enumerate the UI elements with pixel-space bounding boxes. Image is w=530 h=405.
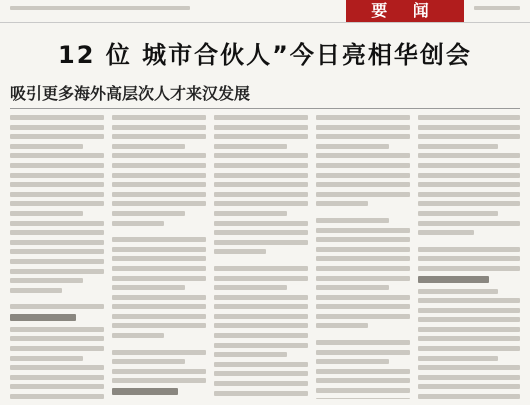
text-line-placeholder: [316, 350, 410, 355]
text-line-placeholder: [316, 237, 410, 242]
section-tag: 要 闻: [346, 0, 464, 22]
text-line-placeholder: [418, 115, 520, 120]
text-line-placeholder: [214, 323, 308, 328]
text-line-placeholder: [10, 240, 104, 245]
paragraph-gap: [316, 333, 410, 340]
text-line-placeholder: [214, 144, 287, 149]
text-line-placeholder: [418, 182, 520, 187]
text-line-placeholder: [316, 153, 410, 158]
text-line-placeholder: [316, 323, 368, 328]
page-number-line: [474, 6, 520, 10]
text-line-placeholder: [10, 201, 104, 206]
headline-divider: [10, 108, 520, 109]
text-line-placeholder: [316, 201, 368, 206]
text-line-placeholder: [214, 295, 308, 300]
text-line-placeholder: [316, 163, 410, 168]
issue-info-placeholder: [10, 6, 190, 13]
text-line-placeholder: [112, 266, 206, 271]
text-line-placeholder: [214, 391, 308, 396]
text-line-placeholder: [10, 134, 104, 139]
text-line-placeholder: [10, 375, 104, 380]
text-line-placeholder: [316, 285, 389, 290]
text-line-placeholder: [214, 276, 308, 281]
text-line-placeholder: [112, 247, 206, 252]
text-line-placeholder: [10, 259, 104, 264]
text-line-placeholder: [112, 276, 206, 281]
text-line-placeholder: [10, 394, 104, 399]
text-line-placeholder: [112, 115, 206, 120]
text-line-placeholder: [112, 173, 206, 178]
text-line-placeholder: [214, 153, 308, 158]
text-line-placeholder: [418, 375, 520, 380]
text-line-placeholder: [10, 230, 104, 235]
text-line-placeholder: [10, 365, 104, 370]
text-line-placeholder: [214, 333, 308, 338]
text-line-placeholder: [418, 384, 520, 389]
text-line-placeholder: [112, 192, 206, 197]
text-line-placeholder: [418, 125, 520, 130]
text-line-placeholder: [112, 144, 185, 149]
text-line-placeholder: [418, 134, 520, 139]
text-line-placeholder: [316, 388, 410, 393]
text-line-placeholder: [10, 115, 104, 120]
text-column-1: [10, 115, 104, 399]
text-line-placeholder: [316, 359, 389, 364]
text-line-placeholder: [10, 346, 104, 351]
text-line-placeholder: [418, 201, 520, 206]
paragraph-gap: [316, 211, 410, 218]
text-line-placeholder: [112, 295, 206, 300]
text-line-placeholder: [214, 304, 308, 309]
text-line-placeholder: [418, 308, 520, 313]
text-line-placeholder: [418, 230, 474, 235]
text-line-placeholder: [316, 247, 410, 252]
text-line-placeholder: [214, 192, 308, 197]
text-line-placeholder: [214, 201, 308, 206]
text-line-placeholder: [214, 173, 308, 178]
text-line-placeholder: [418, 266, 520, 271]
text-line-placeholder: [316, 228, 410, 233]
text-line-placeholder: [316, 398, 410, 399]
text-line-placeholder: [10, 211, 83, 216]
text-line-placeholder: [112, 134, 206, 139]
text-line-placeholder: [214, 221, 308, 226]
text-column-5: [418, 115, 520, 399]
text-line-placeholder: [112, 163, 206, 168]
issue-info-line: [10, 6, 190, 10]
text-line-placeholder: [418, 289, 498, 294]
text-line-placeholder: [418, 394, 520, 399]
subheading-placeholder: [418, 276, 489, 283]
text-line-placeholder: [316, 144, 389, 149]
text-line-placeholder: [214, 343, 308, 348]
text-line-placeholder: [214, 362, 308, 367]
text-line-placeholder: [316, 173, 410, 178]
text-column-3: [214, 115, 308, 399]
text-line-placeholder: [10, 384, 104, 389]
text-line-placeholder: [316, 115, 410, 120]
text-line-placeholder: [214, 371, 308, 376]
text-line-placeholder: [214, 125, 308, 130]
text-line-placeholder: [316, 276, 410, 281]
text-line-placeholder: [112, 237, 206, 242]
text-line-placeholder: [316, 256, 410, 261]
subheading-placeholder: [10, 314, 76, 321]
page-header-bar: [0, 0, 530, 23]
text-line-placeholder: [214, 266, 308, 271]
text-line-placeholder: [214, 249, 266, 254]
text-line-placeholder: [10, 278, 83, 283]
paragraph-gap: [112, 343, 206, 350]
text-line-placeholder: [214, 230, 308, 235]
text-column-4: [316, 115, 410, 399]
text-line-placeholder: [112, 211, 185, 216]
text-line-placeholder: [112, 201, 206, 206]
text-line-placeholder: [112, 333, 164, 338]
text-line-placeholder: [316, 369, 410, 374]
text-line-placeholder: [112, 182, 206, 187]
text-line-placeholder: [214, 240, 308, 245]
text-line-placeholder: [10, 288, 62, 293]
text-line-placeholder: [316, 266, 410, 271]
paragraph-gap: [112, 230, 206, 237]
text-line-placeholder: [214, 285, 287, 290]
text-line-placeholder: [418, 144, 498, 149]
text-line-placeholder: [112, 221, 164, 226]
text-line-placeholder: [316, 304, 410, 309]
text-line-placeholder: [316, 340, 410, 345]
text-line-placeholder: [10, 125, 104, 130]
paragraph-gap: [10, 297, 104, 304]
text-line-placeholder: [418, 317, 520, 322]
text-line-placeholder: [10, 153, 104, 158]
text-column-2: [112, 115, 206, 399]
text-line-placeholder: [418, 211, 498, 216]
paragraph-gap: [214, 259, 308, 266]
text-line-placeholder: [418, 327, 520, 332]
text-line-placeholder: [112, 125, 206, 130]
paragraph-gap: [418, 240, 520, 247]
text-line-placeholder: [418, 356, 498, 361]
text-line-placeholder: [214, 134, 308, 139]
text-line-placeholder: [214, 352, 287, 357]
text-line-placeholder: [418, 336, 520, 341]
text-line-placeholder: [112, 256, 206, 261]
text-line-placeholder: [10, 221, 104, 226]
text-line-placeholder: [418, 365, 520, 370]
text-line-placeholder: [10, 336, 104, 341]
text-line-placeholder: [112, 378, 206, 383]
text-line-placeholder: [418, 221, 520, 226]
text-line-placeholder: [112, 350, 206, 355]
text-line-placeholder: [316, 314, 410, 319]
text-line-placeholder: [10, 304, 104, 309]
text-line-placeholder: [10, 192, 104, 197]
text-line-placeholder: [316, 218, 389, 223]
text-line-placeholder: [10, 327, 104, 332]
text-line-placeholder: [316, 192, 410, 197]
article-headline: 12 位 城市合伙人”今日亮相华创会: [58, 41, 472, 69]
text-line-placeholder: [112, 369, 206, 374]
text-line-placeholder: [316, 295, 410, 300]
text-line-placeholder: [112, 304, 206, 309]
text-line-placeholder: [418, 163, 520, 168]
text-line-placeholder: [10, 182, 104, 187]
text-line-placeholder: [112, 323, 206, 328]
text-line-placeholder: [316, 378, 410, 383]
text-line-placeholder: [10, 356, 83, 361]
text-line-placeholder: [10, 163, 104, 168]
article-subhead: 吸引更多海外高层次人才来汉发展: [10, 84, 251, 103]
page-number-placeholder: [474, 6, 520, 15]
text-line-placeholder: [112, 359, 185, 364]
text-line-placeholder: [112, 153, 206, 158]
text-line-placeholder: [10, 144, 83, 149]
text-line-placeholder: [418, 346, 520, 351]
text-line-placeholder: [316, 134, 410, 139]
text-line-placeholder: [418, 153, 520, 158]
text-line-placeholder: [214, 381, 308, 386]
text-line-placeholder: [10, 173, 104, 178]
text-line-placeholder: [418, 192, 520, 197]
text-line-placeholder: [316, 125, 410, 130]
text-line-placeholder: [316, 182, 410, 187]
text-line-placeholder: [112, 314, 206, 319]
text-line-placeholder: [214, 314, 308, 319]
subheading-placeholder: [112, 388, 178, 395]
text-line-placeholder: [10, 269, 104, 274]
text-line-placeholder: [214, 115, 308, 120]
text-line-placeholder: [418, 173, 520, 178]
text-line-placeholder: [214, 163, 308, 168]
text-line-placeholder: [112, 285, 185, 290]
text-line-placeholder: [214, 182, 308, 187]
text-line-placeholder: [214, 211, 287, 216]
text-line-placeholder: [418, 256, 520, 261]
text-line-placeholder: [10, 249, 104, 254]
text-line-placeholder: [418, 298, 520, 303]
text-line-placeholder: [418, 247, 520, 252]
